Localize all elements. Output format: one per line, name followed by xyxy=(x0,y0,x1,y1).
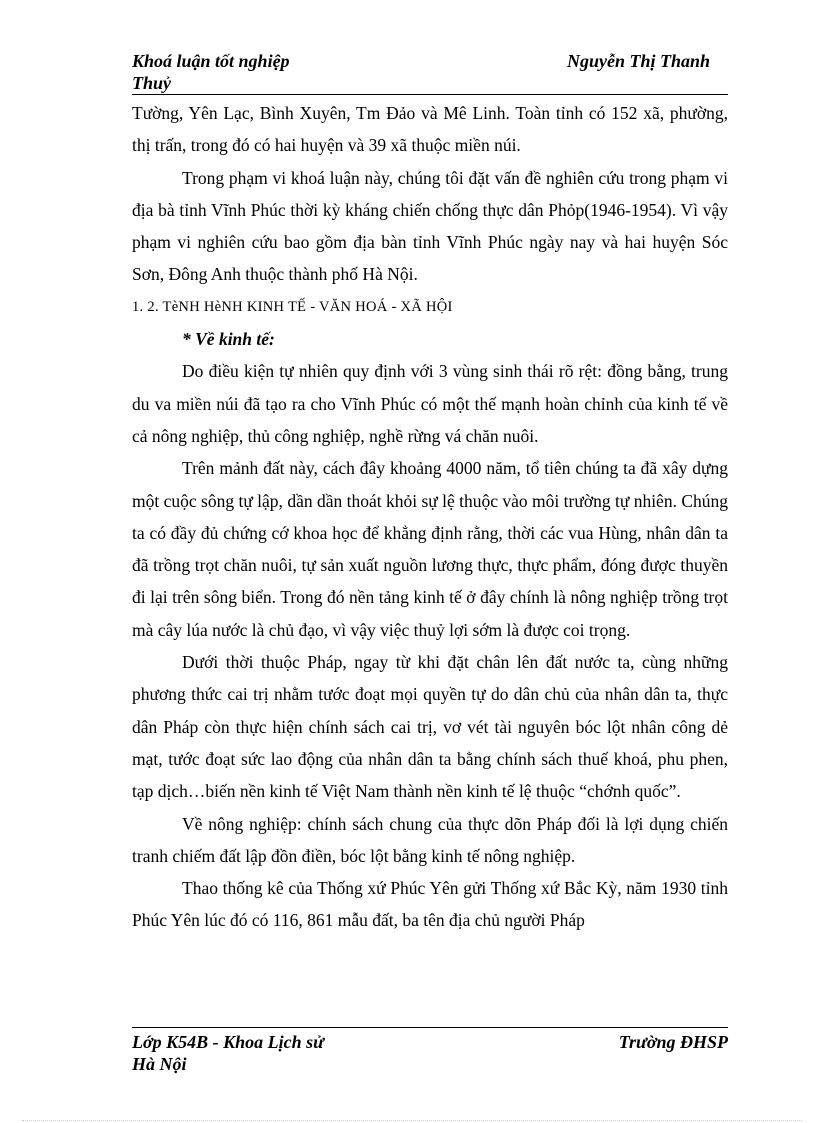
paragraph-7: Thao thống kê của Thống xứ Phúc Yên gửi Thống xứ Bắc Kỳ, năm 1930 tỉnh Phúc Yên lúc đó có 116, 861 mẫu đất, ba tên địa chủ người Pháp xyxy=(132,878,728,931)
header-divider xyxy=(132,94,728,95)
document-body xyxy=(132,97,728,937)
footer-class-info xyxy=(132,1031,372,1075)
paragraph-2: Trong phạm vi khoá luận này, chúng tôi đặt vấn đề nghiên cứu trong phạm vi địa bà tỉnh Vĩnh Phúc thời kỳ kháng chiến chống thực dân Phỏp(1946-1954). Vì vậy phạm vi nghiên cứu bao gồm địa bàn tỉnh Vĩnh Phúc ngày nay và hai huyện Sóc Sơn, Đông Anh thuộc thành phố Hà Nội. xyxy=(132,167,728,285)
paragraph-6: Về nông nghiệp: chính sách chung của thực dõn Pháp đối là lợi dụng chiến tranh chiếm đất lập đồn điền, bóc lột bằng kinh tế nông nghiệp. xyxy=(132,813,728,866)
header-thesis-title xyxy=(132,50,352,94)
page-bottom-edge xyxy=(22,1120,802,1121)
footer-university: Trường ĐHSP xyxy=(618,1032,728,1052)
paragraph-3: Do điều kiện tự nhiên quy định với 3 vùng sinh thái rõ rệt: đồng bằng, trung du va miền núi đã tạo ra cho Vĩnh Phúc có một thế mạnh hoàn chỉnh của kinh tế về cả nông nghiệp, thủ công nghiệp, nghề rừng vá chăn nuôi. xyxy=(132,361,728,446)
header-author-name: Nguyễn Thị Thanh xyxy=(566,51,710,71)
paragraph-5: Dưới thời thuộc Pháp, ngay từ khi đặt chân lên đất nước ta, cùng những phương thức cai trị nhằm tước đoạt mọi quyền tự do dân chủ của nhân dân ta, thực dân Pháp còn thực hiện chính sách cai trị, vơ vét tài nguyên bóc lột nhân công dẻ mạt, tước đoạt sức lao động của nhân dân ta bằng chính sách thuế khoá, phu phen, tạp dịch…biến nền kinh tế Việt Nam thành nền kinh tế lệ thuộc “chớnh quốc”. xyxy=(132,652,728,802)
paragraph-4: Trên mảnh đất này, cách đây khoảng 4000 năm, tổ tiên chúng ta đã xây dựng một cuộc sông tự lập, dần dần thoát khỏi sự lệ thuộc vào môi trường tự nhiên. Chúng ta có đầy đủ chứng cớ khoa học để khẳng định rằng, thời các vua Hùng, nhân dân ta đã trồng trọt chăn nuôi, tự sản xuất nguồn lương thực, thực phẩm, đóng được thuyền đi lại trên sông biển. Trong đó nền tảng kinh tế ở đây chính là nông nghiệp trồng trọt mà cây lúa nước là chủ đạo, vì vậy việc thuỷ lợi sớm là được coi trọng. xyxy=(132,458,728,640)
section-heading: 1. 2. TèNH HèNH KINH TẾ - VĂN HOÁ - XÃ HỘI xyxy=(132,298,453,315)
header-left-continued: Thuỷ xyxy=(132,73,172,93)
footer-left-text: Lớp K54B - Khoa Lịch sử xyxy=(132,1032,324,1052)
paragraph-1: Tường, Yên Lạc, Bình Xuyên, Tm Đảo và Mê Linh. Toàn tỉnh có 152 xã, phường, thị trấn, trong đó có hai huyện và 39 xã thuộc miền núi. xyxy=(132,103,728,156)
header-left-text: Khoá luận tốt nghiệp xyxy=(132,51,290,71)
footer-left-continued: Hà Nội xyxy=(132,1054,187,1074)
footer-divider xyxy=(132,1027,728,1028)
sub-heading-economy: * Về kinh tế: xyxy=(182,329,275,350)
